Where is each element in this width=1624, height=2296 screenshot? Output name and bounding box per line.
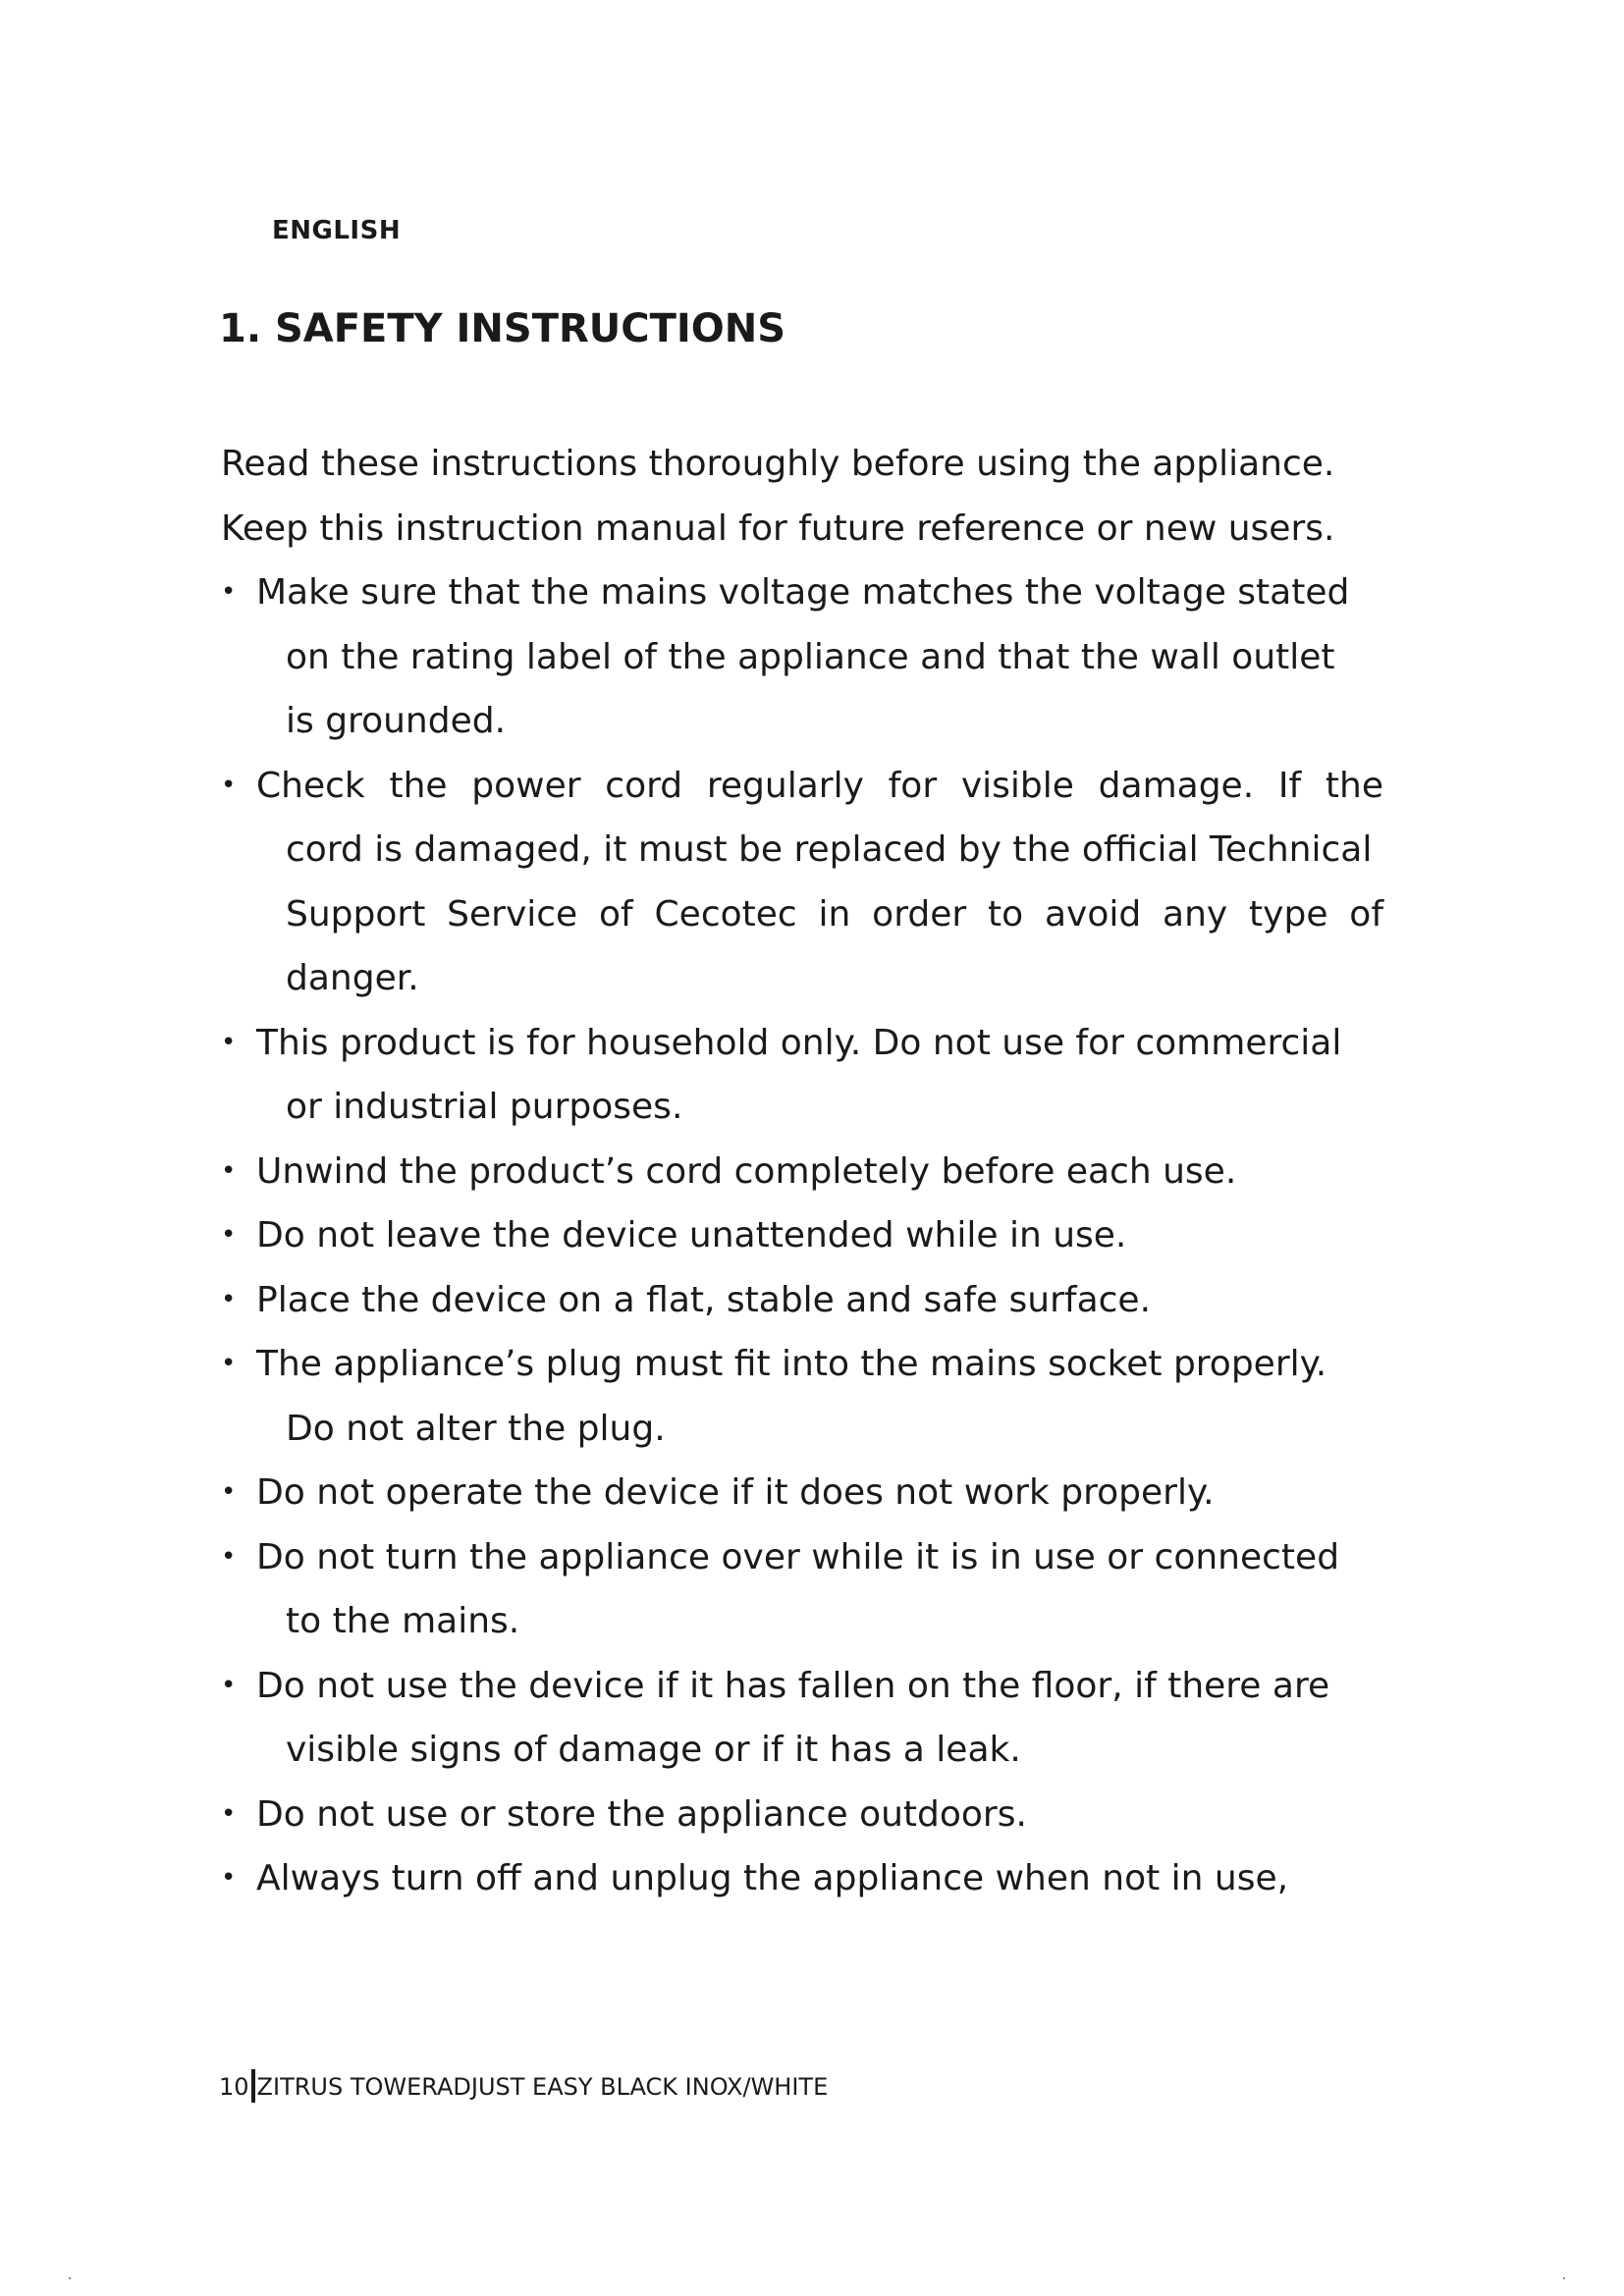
intro-line: Read these instructions thoroughly before using the appliance. [221,444,1335,484]
section-title: 1. SAFETY INSTRUCTIONS [219,306,786,351]
bullet-line: to the mains. [286,1601,520,1641]
language-label: ENGLISH [272,216,402,245]
bullet-line: Do not use the device if it has fallen on the floor, if there are [256,1665,1330,1706]
footer-product-name: ZITRUS TOWERADJUST EASY BLACK INOX/WHITE [256,2073,829,2101]
bullet-line: Do not use or store the appliance outdoors. [256,1793,1027,1835]
content-body [221,432,1438,1911]
bullet-line: Do not alter the plug. [286,1408,666,1449]
intro-line: Keep this instruction manual for future reference or new users. [221,507,1335,549]
bullet-dot: • [221,1284,237,1314]
bullet-line: Always turn off and unplug the appliance when not in use, [256,1858,1289,1898]
bullet-dot: • [221,1220,237,1250]
page-number: 10 [219,2073,249,2101]
bullet-item [221,1783,1438,1847]
bullet-line: or industrial purposes. [286,1087,683,1127]
bullet-item [221,1268,1438,1333]
bullet-line: cord is damaged, it must be replaced by the official Technical [286,829,1373,870]
bullet-item [221,1140,1438,1204]
bullet-dot: • [221,1155,237,1186]
bullet-item [221,561,1438,754]
bullet-item [221,1332,1438,1461]
bullet-dot: • [221,1798,237,1829]
bullet-item [221,1525,1438,1654]
bullet-line: Check the power cord regularly for visible damage. If the [256,765,1383,806]
print-mark-right [1563,2277,1565,2279]
bullet-item [221,1654,1438,1783]
bullet-dot: • [221,1349,237,1378]
bullet-line: This product is for household only. Do not use for commercial [256,1022,1342,1063]
bullet-dot: • [221,577,237,607]
bullet-line: danger. [286,958,419,998]
bullet-item [221,754,1438,1011]
safety-bullet-list [221,561,1438,1911]
bullet-line: Support Service of Cecotec in order to avoid any type of [286,893,1383,934]
bullet-dot: • [221,1541,237,1572]
bullet-line: Make sure that the mains voltage matches the voltage stated [256,572,1350,613]
bullet-line: Unwind the product’s cord completely before each use. [256,1150,1237,1192]
bullet-line: Do not turn the appliance over while it is in use or connected [256,1536,1340,1577]
bullet-line: is grounded. [286,701,507,741]
bullet-dot: • [221,1027,237,1057]
bullet-line: on the rating label of the appliance and that the wall outlet [286,636,1335,677]
page-footer [219,2069,828,2103]
bullet-line: Place the device on a flat, stable and safe surface. [256,1279,1152,1320]
bullet-dot: • [221,770,237,800]
bullet-item [221,1846,1438,1911]
bullet-item [221,1461,1438,1525]
bullet-line: visible signs of damage or if it has a leak. [286,1730,1021,1770]
bullet-item [221,1203,1438,1268]
print-mark-left [69,2277,71,2279]
bullet-line: Do not operate the device if it does not work properly. [256,1472,1215,1513]
bullet-item [221,1011,1438,1140]
bullet-dot: • [221,1477,237,1507]
footer-separator [251,2069,255,2103]
bullet-line: The appliance’s plug must fit into the mains socket properly. [256,1344,1327,1384]
bullet-dot: • [221,1670,237,1700]
bullet-dot: • [221,1863,237,1893]
bullet-line: Do not leave the device unattended while in use. [256,1215,1127,1255]
